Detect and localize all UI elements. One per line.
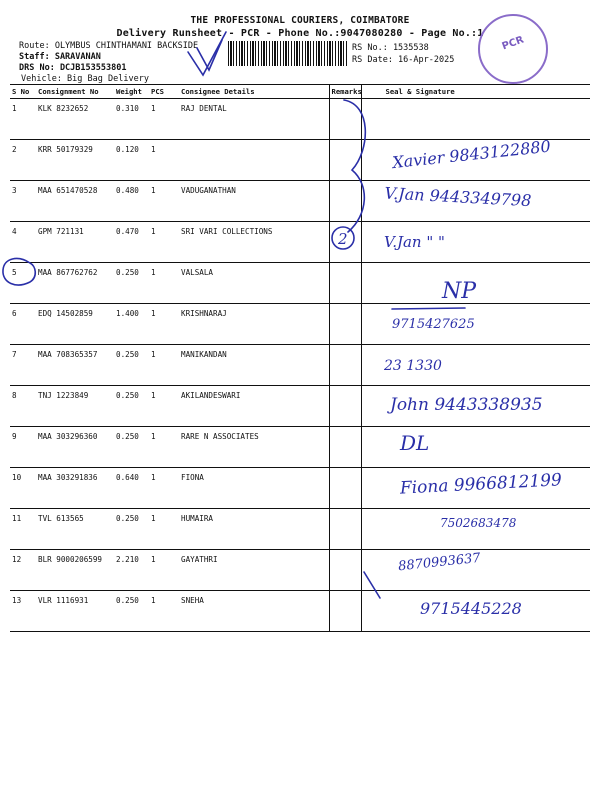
cell-sno: 5 [10,263,36,304]
cell-consignment: TVL 613565 [36,509,114,550]
cell-sno: 9 [10,427,36,468]
cell-consignee: SRI VARI COLLECTIONS [179,222,329,263]
col-consignee: Consignee Details [179,85,329,99]
cell-consignee: RAJ DENTAL [179,99,329,140]
cell-weight: 0.250 [114,345,149,386]
cell-sno: 3 [10,181,36,222]
sig-row10: Fiona 9966812199 [399,470,563,499]
rs-date: RS Date: 16-Apr-2025 [352,55,455,65]
cell-sno: 13 [10,591,36,632]
cell-consignee: GAYATHRI [179,550,329,591]
strike-row6 [392,308,465,309]
staff-label: Staff: SARAVANAN [19,52,101,62]
cell-consignment: MAA 303291836 [36,468,114,509]
sig-row5: NP [442,279,477,304]
remarks-brace [344,100,365,232]
sig-row12: 8870993637 [397,550,482,575]
cell-sno: 8 [10,386,36,427]
cell-pcs: 1 [149,304,179,345]
sig-row4: V.Jan " " [384,233,445,251]
cell-consignment: VLR 1116931 [36,591,114,632]
cell-pcs: 1 [149,550,179,591]
cell-weight: 0.250 [114,386,149,427]
cell-weight: 0.480 [114,181,149,222]
col-weight: Weight [114,85,149,99]
cell-weight: 0.640 [114,468,149,509]
cell-consignee: RARE N ASSOCIATES [179,427,329,468]
cell-sno: 7 [10,345,36,386]
cell-pcs: 1 [149,140,179,181]
cell-weight: 1.400 [114,304,149,345]
cell-consignee: VADUGANATHAN [179,181,329,222]
cell-consignee: MANIKANDAN [179,345,329,386]
sig-row8: John 9443338935 [390,395,543,415]
cell-consignment: TNJ 1223849 [36,386,114,427]
cell-pcs: 1 [149,591,179,632]
cell-weight: 0.250 [114,427,149,468]
cell-pcs: 1 [149,181,179,222]
rs-number: RS No.: 1535538 [352,43,429,53]
cell-weight: 0.310 [114,99,149,140]
cell-sno: 11 [10,509,36,550]
cell-weight: 0.250 [114,509,149,550]
sig-row6: 9715427625 [392,317,475,332]
cell-weight: 2.210 [114,550,149,591]
cell-consignee: FIONA [179,468,329,509]
checkmark-stroke [188,32,226,75]
cell-pcs: 1 [149,468,179,509]
cell-consignee: SNEHA [179,591,329,632]
cell-sno: 2 [10,140,36,181]
cell-pcs: 1 [149,345,179,386]
sig-row13: 9715445228 [420,599,522,618]
route-label: Route: OLYMBUS CHINTHAMANI BACKSIDE [19,41,199,51]
cell-consignment: GPM 721131 [36,222,114,263]
cell-consignment: KRR 50179329 [36,140,114,181]
cell-consignee: AKILANDESWARI [179,386,329,427]
cell-weight: 0.250 [114,591,149,632]
cell-consignee: HUMAIRA [179,509,329,550]
cell-weight: 0.120 [114,140,149,181]
cell-consignment: EDQ 14502859 [36,304,114,345]
sig-row9: DL [400,431,430,455]
col-remarks: Remarks [329,85,361,99]
sig-row7: 23 1330 [384,358,442,374]
cell-pcs: 1 [149,263,179,304]
cell-consignment: KLK 8232652 [36,99,114,140]
cell-consignee: VALSALA [179,263,329,304]
cell-sno: 12 [10,550,36,591]
cell-sno: 1 [10,99,36,140]
cell-sno: 4 [10,222,36,263]
cell-weight: 0.470 [114,222,149,263]
cell-consignment: MAA 867762762 [36,263,114,304]
cell-consignment: MAA 708365357 [36,345,114,386]
sig-row4-remark: 2 [338,230,348,248]
sig-row11: 7502683478 [440,516,517,530]
cell-consignment: MAA 303296360 [36,427,114,468]
cell-consignment: MAA 651470528 [36,181,114,222]
cell-sno: 10 [10,468,36,509]
col-consignment: Consignment No [36,85,114,99]
sig-row3: V.Jan 9443349798 [384,183,532,211]
stamp-text: PCR [500,34,526,53]
col-sno: S No [10,85,36,99]
checkmark-stroke-2 [197,40,222,70]
cell-pcs: 1 [149,427,179,468]
drs-number: DRS No: DCJB153553801 [19,63,127,73]
cell-pcs: 1 [149,509,179,550]
cell-pcs: 1 [149,386,179,427]
sig-row2: Xavier 9843122880 [391,136,552,173]
cell-pcs: 1 [149,99,179,140]
row5-circle [3,259,35,285]
cell-consignee: KRISHNARAJ [179,304,329,345]
runsheet-title: Delivery Runsheet - PCR - Phone No.:9047080280 - Page No.:1 [116,28,484,39]
cell-consignment: BLR 9000206599 [36,550,114,591]
col-signature: Seal & Signature [361,85,590,99]
cell-pcs: 1 [149,222,179,263]
cell-sno: 6 [10,304,36,345]
cell-weight: 0.250 [114,263,149,304]
row12-arrow [364,572,380,598]
vehicle-label: Vehicle: Big Bag Delivery [21,74,149,84]
col-pcs: PCS [149,85,179,99]
company-title: THE PROFESSIONAL COURIERS, COIMBATORE [190,15,410,26]
